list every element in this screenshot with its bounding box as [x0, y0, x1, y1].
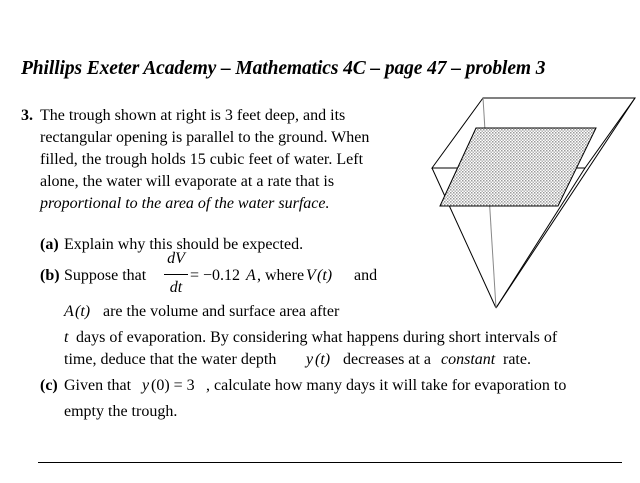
part-b-mid: , where [257, 267, 305, 284]
fraction-numerator: dV [167, 250, 185, 267]
part-b-line4-pre: time, deduce that the water depth [64, 351, 277, 368]
part-c-line2: empty the trough. [64, 403, 178, 420]
fraction-denominator: dt [169, 279, 183, 296]
t-var: t [64, 329, 69, 346]
water-surface [440, 128, 596, 206]
y0-rest: (0) = 3 [151, 377, 195, 394]
y0-var: y [142, 377, 150, 394]
intro-line-3: filled, the trough holds 15 cubic feet of water. Left [40, 151, 364, 168]
page-title: Phillips Exeter Academy – Mathematics 4C – page 47 – problem 3 [21, 58, 546, 79]
part-a-text: Explain why this should be expected. [64, 236, 304, 253]
paren-t-1: (t) [317, 267, 333, 284]
part-b-pre: Suppose that [64, 267, 147, 284]
part-a-label: (a) [40, 236, 59, 253]
y-var: y [306, 351, 314, 368]
intro-line-4: alone, the water will evaporate at a rate that is [40, 173, 335, 190]
part-b-line4-mid: decreases at a [343, 351, 431, 368]
problem-number: 3. [21, 107, 33, 124]
constant-word: constant [441, 351, 496, 368]
part-c-label: (c) [40, 377, 58, 394]
intro-line-5: proportional to the area of the water surface. [40, 195, 330, 212]
part-b-line4-end: rate. [503, 351, 531, 368]
var-a: A [246, 267, 256, 284]
var-v: V [306, 267, 316, 284]
part-b-and: and [354, 267, 378, 284]
part-b-eq: = −0.12 [190, 267, 241, 284]
part-b-label: (b) [40, 267, 60, 284]
bottom-rule [38, 462, 622, 463]
paren-t-2: (t) [75, 303, 91, 320]
intro-line-2: rectangular opening is parallel to the ground. When [40, 129, 370, 146]
part-b-line2: are the volume and surface area after [103, 303, 340, 320]
part-b-line3: days of evaporation. By considering what happens during short intervals of [76, 329, 558, 346]
paren-t-3: (t) [315, 351, 331, 368]
var-a-2: A [64, 303, 74, 320]
part-c-post: , calculate how many days it will take for evaporation to [206, 377, 567, 394]
part-c-pre: Given that [64, 377, 132, 394]
intro-line-1: The trough shown at right is 3 feet deep, and its [40, 107, 346, 124]
